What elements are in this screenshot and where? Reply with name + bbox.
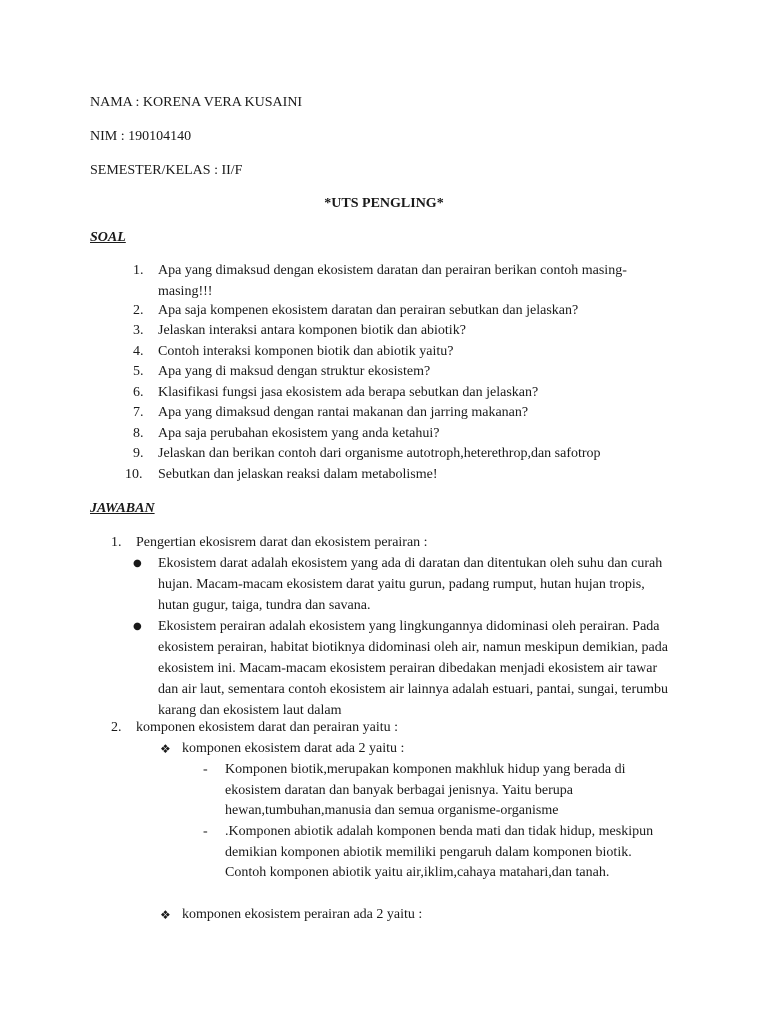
- diamond-bullet-icon: ❖: [160, 742, 171, 756]
- question-number: 2.: [133, 303, 144, 318]
- answer-number: 2.: [111, 720, 122, 735]
- answer-number: 1.: [111, 535, 122, 550]
- question-number: 7.: [133, 405, 144, 420]
- student-nim: NIM : 190104140: [90, 129, 192, 144]
- question-text: Apa saja perubahan ekosistem yang anda ketahui?: [158, 426, 440, 441]
- soal-heading: SOAL: [90, 230, 126, 245]
- dash-marker: -: [203, 824, 208, 839]
- question-text: Apa yang dimaksud dengan rantai makanan dan jarring makanan?: [158, 405, 529, 420]
- bullet-icon: ●: [133, 621, 142, 632]
- dash-text: Komponen biotik,merupakan komponen makhluk hidup yang berada di ekosistem daratan dan banyak berbagai jenisnya. Yaitu berupa hewan,tumbuhan,manusia dan semua organisme-organisme: [225, 762, 626, 818]
- question-text: Sebutkan dan jelaskan reaksi dalam metabolisme!: [158, 467, 438, 482]
- question-text: Apa yang di maksud dengan struktur ekosistem?: [158, 364, 431, 379]
- dash-text: .Komponen abiotik adalah komponen benda mati dan tidak hidup, meskipun demikian komponen abiotik memiliki pengaruh dalam komponen biotik. Contoh komponen abiotik yaitu air,iklim,cahaya matahari,dan tanah.: [225, 824, 654, 880]
- diamond-bullet-icon: ❖: [160, 908, 171, 922]
- question-number: 8.: [133, 426, 144, 441]
- document-title: *UTS PENGLING*: [324, 196, 444, 211]
- question-number: 5.: [133, 364, 144, 379]
- question-number: 9.: [133, 446, 144, 461]
- question-text: Contoh interaksi komponen biotik dan abiotik yaitu?: [158, 344, 454, 359]
- question-number: 4.: [133, 344, 144, 359]
- question-text: Klasifikasi fungsi jasa ekosistem ada berapa sebutkan dan jelaskan?: [158, 385, 539, 400]
- diamond-text: komponen ekosistem perairan ada 2 yaitu :: [182, 907, 423, 922]
- question-text: Jelaskan dan berikan contoh dari organisme autotroph,heterethrop,dan safotrop: [158, 446, 601, 461]
- question-text: Apa saja kompenen ekosistem daratan dan perairan sebutkan dan jelaskan?: [158, 303, 579, 318]
- bullet-text: Ekosistem darat adalah ekosistem yang ada di daratan dan ditentukan oleh suhu dan curah hujan. Macam-macam ekosistem darat yaitu gurun, padang rumput, hutan hujan tropis, hutan gugur, taiga, tundra dan savana.: [158, 556, 663, 613]
- dash-marker: -: [203, 762, 208, 777]
- bullet-icon: ●: [133, 558, 142, 569]
- question-number: 10.: [125, 467, 143, 482]
- question-text: Jelaskan interaksi antara komponen biotik dan abiotik?: [158, 323, 466, 338]
- diamond-text: komponen ekosistem darat ada 2 yaitu :: [182, 741, 405, 756]
- answer-text: komponen ekosistem darat dan perairan yaitu :: [136, 720, 399, 735]
- question-number: 1.: [133, 263, 144, 278]
- answer-text: Pengertian ekosisrem darat dan ekosistem perairan :: [136, 535, 428, 550]
- jawaban-heading: JAWABAN: [90, 501, 155, 516]
- question-text: Apa yang dimaksud dengan ekosistem daratan dan perairan berikan contoh masing-masing!!!: [158, 263, 627, 299]
- semester-class: SEMESTER/KELAS : II/F: [90, 163, 243, 178]
- student-name: NAMA : KORENA VERA KUSAINI: [90, 95, 303, 110]
- question-number: 6.: [133, 385, 144, 400]
- question-number: 3.: [133, 323, 144, 338]
- bullet-text: Ekosistem perairan adalah ekosistem yang lingkungannya didominasi oleh perairan. Pada ekosistem perairan, habitat biotiknya didominasi oleh air, namun meskipun demikian, pada ekosistem ini. Macam-macam ekosistem perairan dibedakan menjadi ekosistem air tawar dan air laut, sementara contoh ekosistem air lainnya adalah estuari, pantai, sungai, terumbu karang dan ekosistem laut dalam: [158, 619, 669, 718]
